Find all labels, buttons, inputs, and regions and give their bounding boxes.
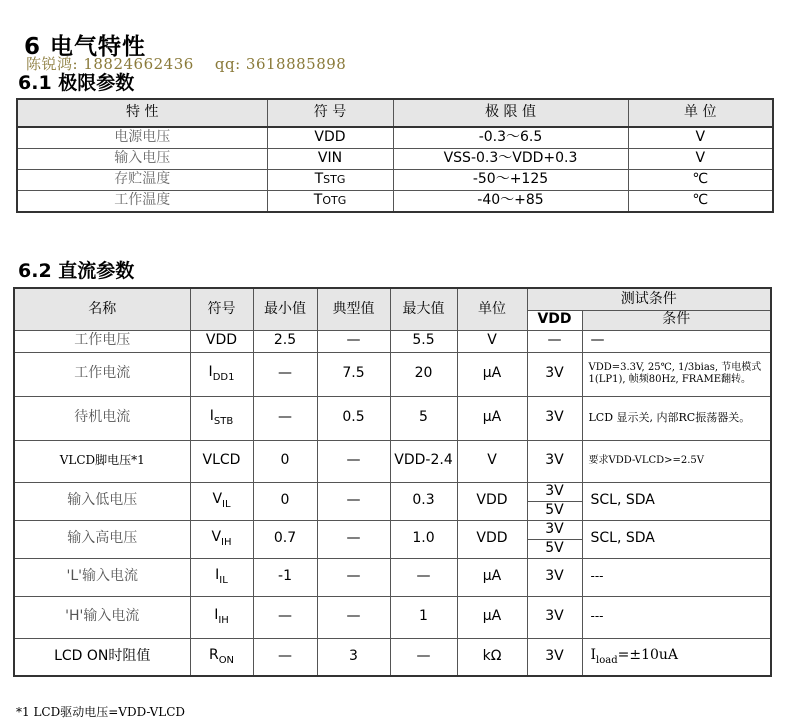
param-name: 'L'输入电流 bbox=[14, 558, 190, 596]
param-min: 0 bbox=[253, 440, 317, 482]
contact-watermark: 陈锐鸿: 18824662436 qq: 3618885898 bbox=[26, 55, 347, 73]
param-symbol: $I_{DD1}$ bbox=[190, 352, 253, 396]
param-min: — bbox=[253, 638, 317, 676]
param-name: 存贮温度 bbox=[17, 170, 267, 191]
param-name: 输入高电压 bbox=[14, 520, 190, 558]
header-cell: 测试条件 bbox=[527, 288, 771, 310]
table-row bbox=[14, 520, 771, 539]
param-unit: ℃ bbox=[628, 170, 773, 191]
absolute-max-table bbox=[16, 98, 774, 213]
param-max: 1 bbox=[390, 596, 457, 638]
param-name: 工作电流 bbox=[14, 352, 190, 396]
param-value: -40～+85 bbox=[393, 191, 628, 213]
table-row bbox=[14, 638, 771, 676]
param-condition: SCL, SDA bbox=[582, 520, 771, 558]
param-vdd: 5V bbox=[527, 539, 582, 558]
param-vdd: 3V bbox=[527, 396, 582, 440]
table-row bbox=[17, 127, 773, 149]
footnote: *1 LCD驱动电压=VDD-VLCD bbox=[16, 705, 186, 719]
param-unit: ℃ bbox=[628, 191, 773, 213]
param-vdd: 3V bbox=[527, 558, 582, 596]
param-min: 0 bbox=[253, 482, 317, 520]
param-name: 输入电压 bbox=[17, 149, 267, 170]
param-symbol: VIN bbox=[267, 149, 393, 170]
table-header-row bbox=[14, 288, 771, 310]
param-min: — bbox=[253, 596, 317, 638]
param-symbol: $V_{IH}$ bbox=[190, 520, 253, 558]
param-vdd: 3V bbox=[527, 520, 582, 539]
param-value: -0.3～6.5 bbox=[393, 127, 628, 149]
param-min: 2.5 bbox=[253, 330, 317, 352]
table-row bbox=[14, 330, 771, 352]
param-unit: kΩ bbox=[457, 638, 527, 676]
param-max: 0.3 bbox=[390, 482, 457, 520]
param-vdd: 3V bbox=[527, 352, 582, 396]
param-max: — bbox=[390, 638, 457, 676]
table-row bbox=[14, 596, 771, 638]
param-name: 工作电压 bbox=[14, 330, 190, 352]
param-vdd: 3V bbox=[527, 596, 582, 638]
param-min: — bbox=[253, 352, 317, 396]
param-max: — bbox=[390, 558, 457, 596]
table-row bbox=[14, 396, 771, 440]
param-unit: V bbox=[628, 149, 773, 170]
param-condition: LCD 显示关, 内部RC振荡器关。 bbox=[582, 396, 771, 440]
param-vdd: 3V bbox=[527, 440, 582, 482]
param-name: LCD ON时阻值 bbox=[14, 638, 190, 676]
param-unit: V bbox=[628, 127, 773, 149]
header-cell: 最大值 bbox=[390, 288, 457, 330]
param-symbol: $I_{IH}$ bbox=[190, 596, 253, 638]
param-unit: µA bbox=[457, 352, 527, 396]
param-typ: — bbox=[317, 440, 390, 482]
param-symbol: $R_{ON}$ bbox=[190, 638, 253, 676]
section-title-dc: 6.2 直流参数 bbox=[18, 260, 135, 282]
param-typ: 3 bbox=[317, 638, 390, 676]
table-header-row bbox=[17, 99, 773, 127]
header-cell: 最小值 bbox=[253, 288, 317, 330]
param-name: 'H'输入电流 bbox=[14, 596, 190, 638]
header-cell: 名称 bbox=[14, 288, 190, 330]
header-cell: 符号 bbox=[190, 288, 253, 330]
param-symbol: $V_{IL}$ bbox=[190, 482, 253, 520]
param-condition: --- bbox=[582, 596, 771, 638]
param-max: 1.0 bbox=[390, 520, 457, 558]
param-typ: 7.5 bbox=[317, 352, 390, 396]
param-condition: VDD=3.3V, 25℃, 1/3bias, 节电模式1(LP1), 帧频80Hz, FRAME翻转。 bbox=[582, 352, 771, 396]
dc-parameters-table bbox=[13, 287, 772, 677]
param-unit: V bbox=[457, 440, 527, 482]
param-condition: --- bbox=[582, 558, 771, 596]
param-max: 5 bbox=[390, 396, 457, 440]
param-typ: — bbox=[317, 558, 390, 596]
param-unit: µA bbox=[457, 396, 527, 440]
param-condition: 要求VDD-VLCD>=2.5V bbox=[582, 440, 771, 482]
table-row bbox=[14, 440, 771, 482]
param-typ: — bbox=[317, 596, 390, 638]
chapter-heading: 6 电气特性 bbox=[24, 34, 147, 60]
param-typ: — bbox=[317, 330, 390, 352]
param-symbol: VDD bbox=[190, 330, 253, 352]
param-min: — bbox=[253, 396, 317, 440]
table-row bbox=[17, 191, 773, 213]
table-row bbox=[17, 149, 773, 170]
param-symbol: $I_{STB}$ bbox=[190, 396, 253, 440]
header-cell: 典型值 bbox=[317, 288, 390, 330]
param-unit: VDD bbox=[457, 482, 527, 520]
param-vdd: — bbox=[527, 330, 582, 352]
table-row bbox=[14, 482, 771, 501]
param-condition: — bbox=[582, 330, 771, 352]
param-symbol: TSTG bbox=[267, 170, 393, 191]
header-cell: 单位 bbox=[457, 288, 527, 330]
param-vdd: 3V bbox=[527, 638, 582, 676]
param-condition: $I_{load}=\pm 10uA$ bbox=[582, 638, 771, 676]
table-row bbox=[14, 352, 771, 396]
param-vdd: 5V bbox=[527, 501, 582, 520]
header-cell: 极 限 值 bbox=[393, 99, 628, 127]
param-name: 电源电压 bbox=[17, 127, 267, 149]
header-cell: VDD bbox=[527, 310, 582, 330]
param-unit: VDD bbox=[457, 520, 527, 558]
param-name: 工作温度 bbox=[17, 191, 267, 213]
param-symbol: VDD bbox=[267, 127, 393, 149]
table-row bbox=[17, 170, 773, 191]
param-symbol: VLCD bbox=[190, 440, 253, 482]
param-name: 待机电流 bbox=[14, 396, 190, 440]
param-typ: 0.5 bbox=[317, 396, 390, 440]
param-vdd: 3V bbox=[527, 482, 582, 501]
header-cell: 单 位 bbox=[628, 99, 773, 127]
header-cell: 条件 bbox=[582, 310, 771, 330]
param-condition: SCL, SDA bbox=[582, 482, 771, 520]
param-typ: — bbox=[317, 520, 390, 558]
param-min: -1 bbox=[253, 558, 317, 596]
param-unit: V bbox=[457, 330, 527, 352]
param-value: -50～+125 bbox=[393, 170, 628, 191]
table-row bbox=[14, 558, 771, 596]
param-typ: — bbox=[317, 482, 390, 520]
param-name: VLCD脚电压*1 bbox=[14, 440, 190, 482]
param-symbol: $I_{IL}$ bbox=[190, 558, 253, 596]
param-unit: µA bbox=[457, 596, 527, 638]
param-max: 20 bbox=[390, 352, 457, 396]
param-max: VDD-2.4 bbox=[390, 440, 457, 482]
header-cell: 符 号 bbox=[267, 99, 393, 127]
param-min: 0.7 bbox=[253, 520, 317, 558]
param-value: VSS-0.3～VDD+0.3 bbox=[393, 149, 628, 170]
param-symbol: TOTG bbox=[267, 191, 393, 213]
param-max: 5.5 bbox=[390, 330, 457, 352]
param-unit: µA bbox=[457, 558, 527, 596]
section-title-absolute-max: 6.1 极限参数 bbox=[18, 72, 135, 94]
header-cell: 特 性 bbox=[17, 99, 267, 127]
param-name: 输入低电压 bbox=[14, 482, 190, 520]
